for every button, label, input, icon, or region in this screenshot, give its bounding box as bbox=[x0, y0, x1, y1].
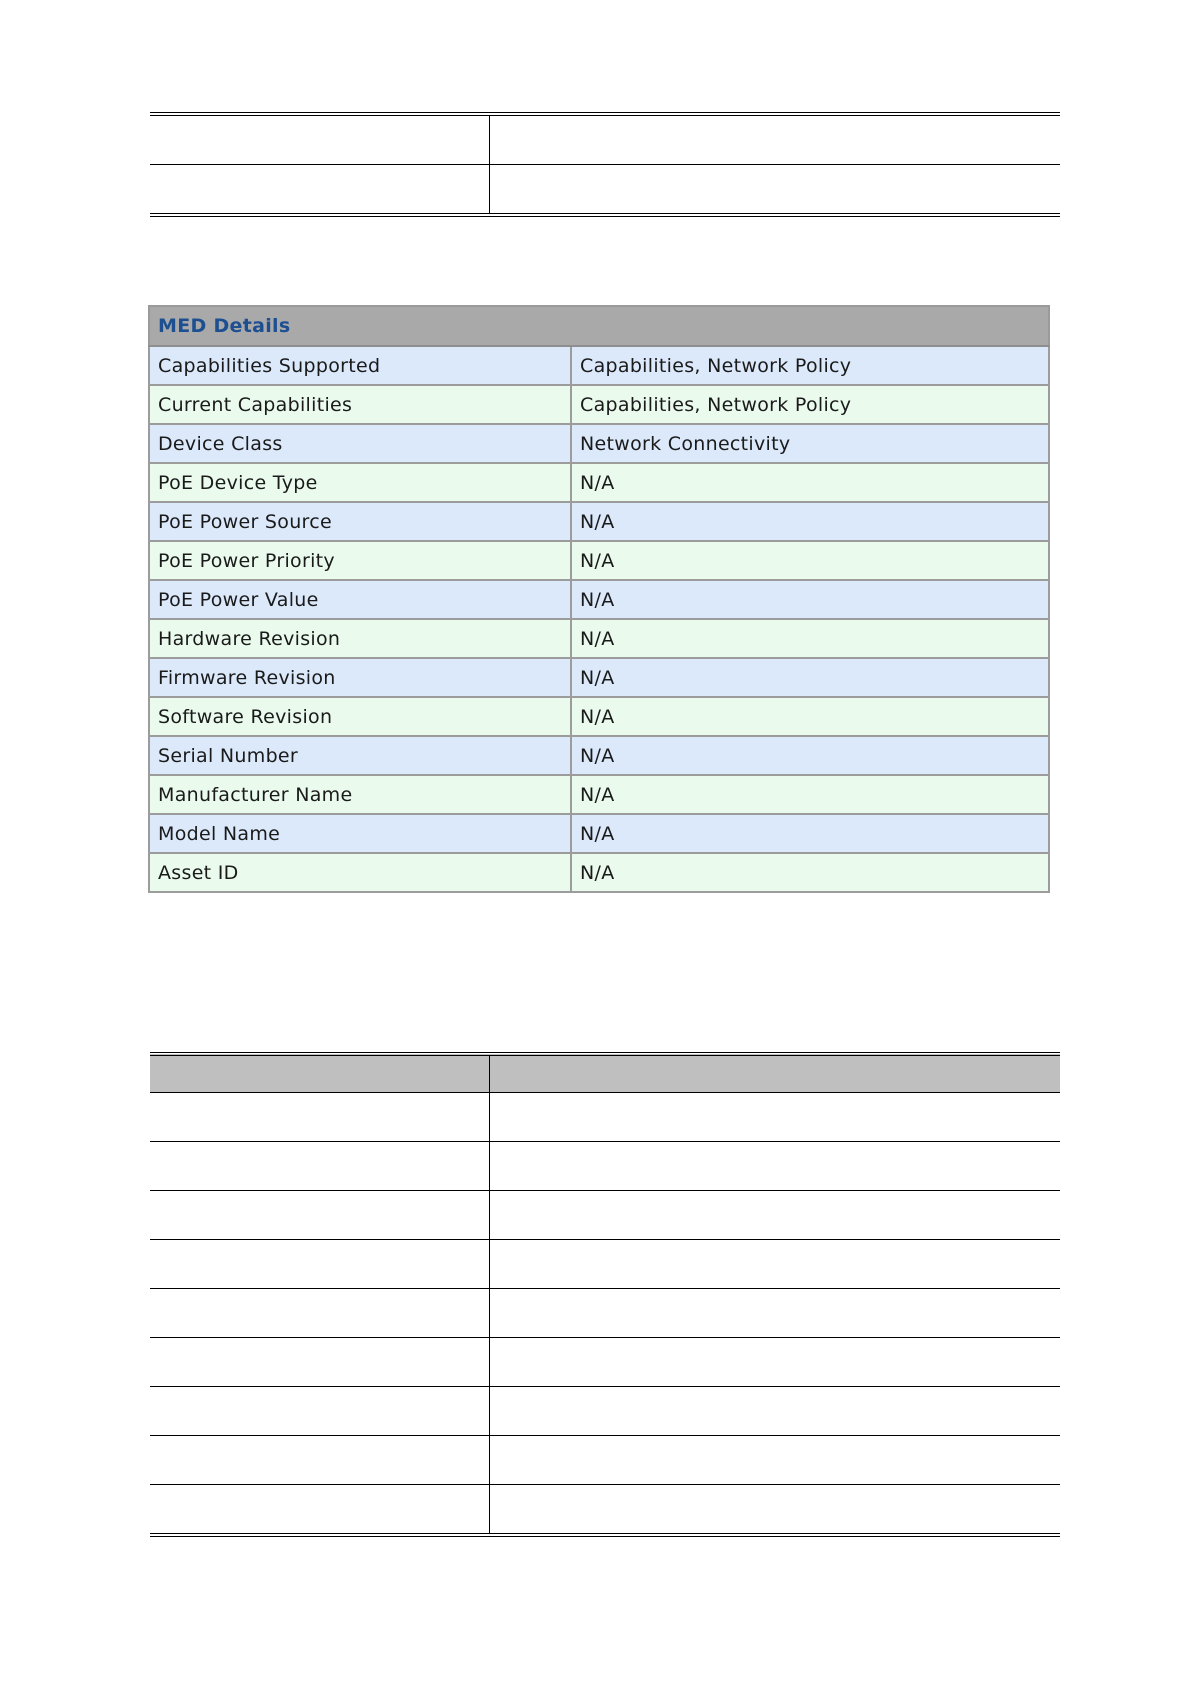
row-label-poe-device-type: PoE Device Type bbox=[149, 463, 571, 502]
table-cell-object bbox=[150, 1093, 489, 1142]
table-row bbox=[149, 697, 1049, 736]
table-row bbox=[150, 1240, 1060, 1289]
table-cell-description bbox=[489, 114, 1060, 165]
table-row bbox=[150, 1387, 1060, 1436]
row-value-firmware-revision: N/A bbox=[571, 658, 1049, 697]
table-cell-object bbox=[150, 1436, 489, 1485]
row-label-firmware-revision: Firmware Revision bbox=[149, 658, 571, 697]
table-row bbox=[149, 775, 1049, 814]
row-label-current-capabilities: Current Capabilities bbox=[149, 385, 571, 424]
table-cell-object bbox=[150, 1142, 489, 1191]
row-value-poe-power-priority: N/A bbox=[571, 541, 1049, 580]
table-cell-description bbox=[489, 1142, 1060, 1191]
table-row bbox=[149, 658, 1049, 697]
row-value-current-capabilities: Capabilities, Network Policy bbox=[571, 385, 1049, 424]
row-label-capabilities-supported: Capabilities Supported bbox=[149, 346, 571, 385]
row-label-asset-id: Asset ID bbox=[149, 853, 571, 892]
table-row bbox=[149, 424, 1049, 463]
med-details-table bbox=[148, 305, 1050, 893]
table-cell-description bbox=[489, 1289, 1060, 1338]
table-row bbox=[149, 385, 1049, 424]
table-row bbox=[150, 1191, 1060, 1240]
table-row bbox=[149, 463, 1049, 502]
table-row bbox=[150, 165, 1060, 216]
row-value-manufacturer-name: N/A bbox=[571, 775, 1049, 814]
row-label-software-revision: Software Revision bbox=[149, 697, 571, 736]
table-cell-description bbox=[489, 1485, 1060, 1536]
table-cell-object bbox=[150, 1338, 489, 1387]
med-details-title: MED Details bbox=[149, 306, 1049, 346]
table-cell-object bbox=[150, 165, 489, 216]
table-header-row bbox=[150, 1054, 1060, 1093]
row-value-device-class: Network Connectivity bbox=[571, 424, 1049, 463]
table-row bbox=[150, 1289, 1060, 1338]
table-cell-object bbox=[150, 1191, 489, 1240]
table-cell-description bbox=[489, 1093, 1060, 1142]
table-header-description bbox=[489, 1054, 1060, 1093]
row-value-hardware-revision: N/A bbox=[571, 619, 1049, 658]
table-cell-object bbox=[150, 114, 489, 165]
row-label-hardware-revision: Hardware Revision bbox=[149, 619, 571, 658]
table-row bbox=[150, 1338, 1060, 1387]
row-value-software-revision: N/A bbox=[571, 697, 1049, 736]
row-label-poe-power-value: PoE Power Value bbox=[149, 580, 571, 619]
row-label-manufacturer-name: Manufacturer Name bbox=[149, 775, 571, 814]
table-cell-object bbox=[150, 1485, 489, 1536]
row-value-asset-id: N/A bbox=[571, 853, 1049, 892]
row-label-device-class: Device Class bbox=[149, 424, 571, 463]
row-label-serial-number: Serial Number bbox=[149, 736, 571, 775]
table-cell-description bbox=[489, 1338, 1060, 1387]
table-row bbox=[149, 853, 1049, 892]
table-cell-object bbox=[150, 1289, 489, 1338]
table-row bbox=[149, 580, 1049, 619]
table-row bbox=[150, 114, 1060, 165]
row-value-model-name: N/A bbox=[571, 814, 1049, 853]
table-row bbox=[149, 814, 1049, 853]
table-cell-description bbox=[489, 1387, 1060, 1436]
table-cell-object bbox=[150, 1387, 489, 1436]
row-label-poe-power-source: PoE Power Source bbox=[149, 502, 571, 541]
row-value-poe-power-value: N/A bbox=[571, 580, 1049, 619]
table-row bbox=[150, 1142, 1060, 1191]
bottom-parameter-table bbox=[150, 1052, 1060, 1537]
table-row bbox=[149, 346, 1049, 385]
row-value-poe-device-type: N/A bbox=[571, 463, 1049, 502]
table-header-object bbox=[150, 1054, 489, 1093]
table-cell-description bbox=[489, 1240, 1060, 1289]
table-cell-description bbox=[489, 1191, 1060, 1240]
table-cell-description bbox=[489, 1436, 1060, 1485]
row-value-poe-power-source: N/A bbox=[571, 502, 1049, 541]
row-label-poe-power-priority: PoE Power Priority bbox=[149, 541, 571, 580]
table-row bbox=[149, 736, 1049, 775]
table-row bbox=[149, 541, 1049, 580]
top-parameter-table bbox=[150, 112, 1060, 217]
table-row bbox=[149, 619, 1049, 658]
row-label-model-name: Model Name bbox=[149, 814, 571, 853]
table-cell-description bbox=[489, 165, 1060, 216]
table-row bbox=[149, 502, 1049, 541]
table-cell-object bbox=[150, 1240, 489, 1289]
table-row bbox=[150, 1093, 1060, 1142]
table-row bbox=[150, 1436, 1060, 1485]
table-row bbox=[150, 1485, 1060, 1536]
row-value-serial-number: N/A bbox=[571, 736, 1049, 775]
row-value-capabilities-supported: Capabilities, Network Policy bbox=[571, 346, 1049, 385]
